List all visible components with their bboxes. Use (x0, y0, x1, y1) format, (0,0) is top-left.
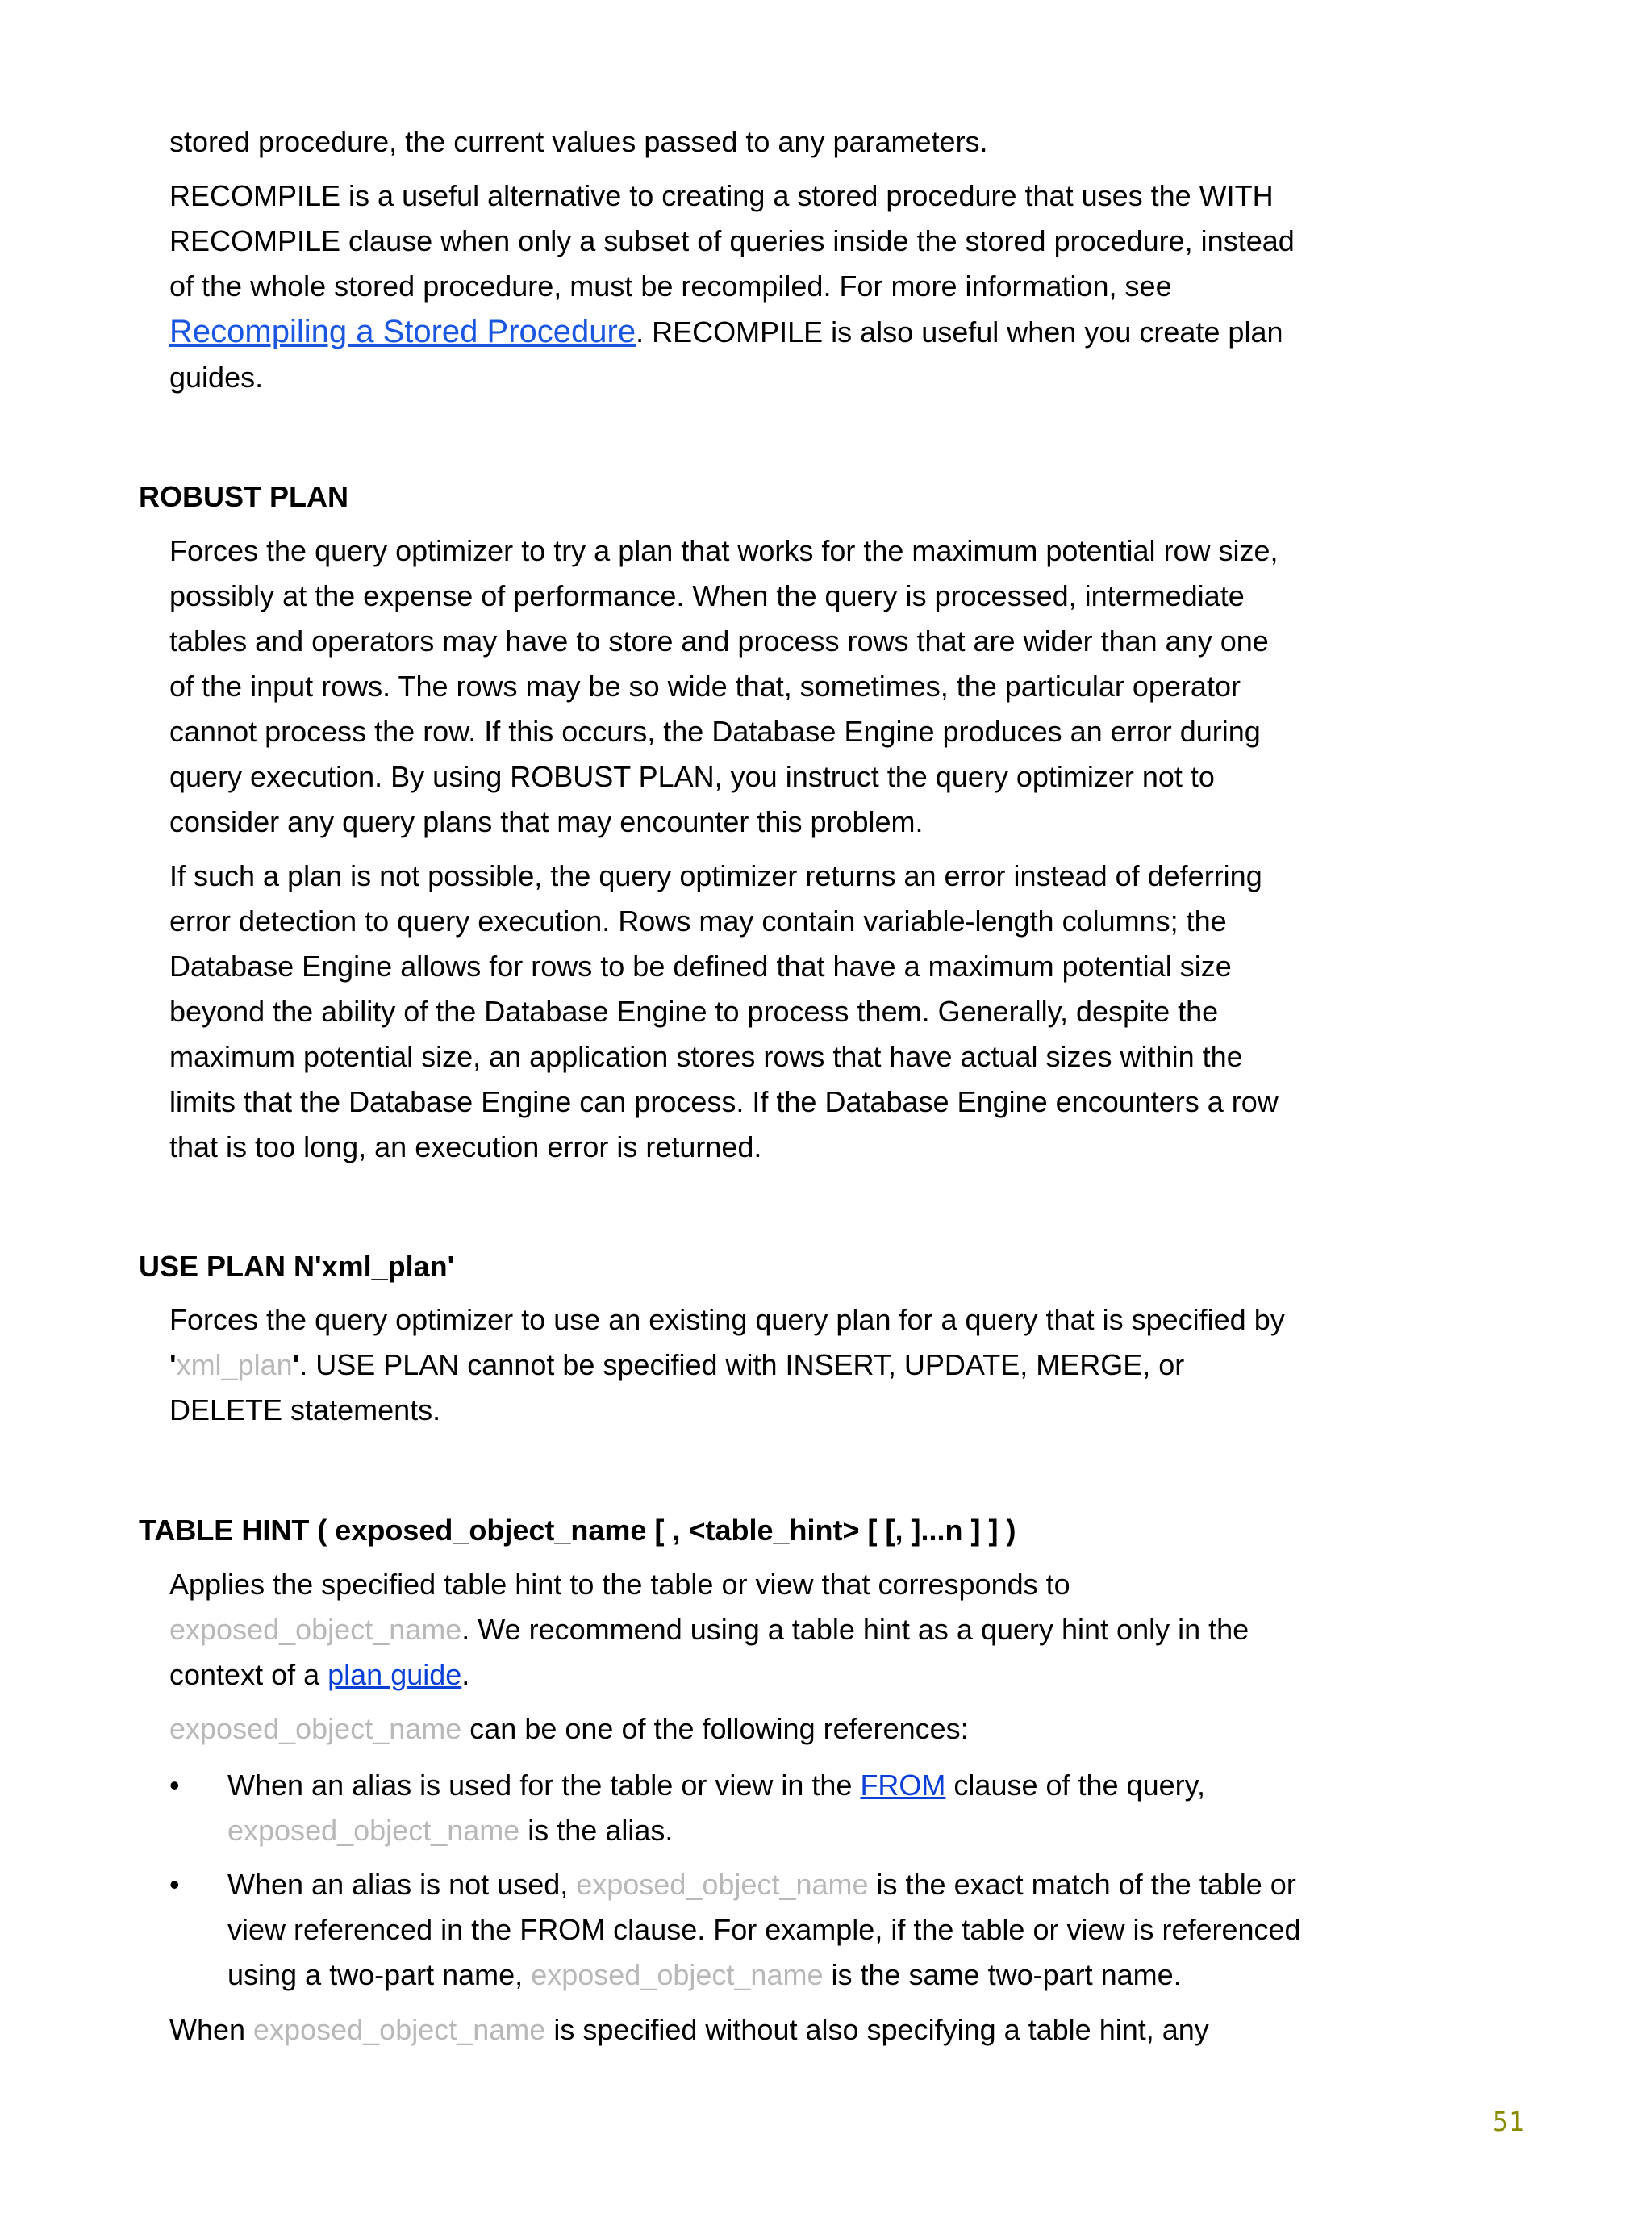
table-hint-text-end: . (461, 1658, 470, 1691)
table-hint-heading: TABLE HINT ( exposed_object_name [ , <table_hint> [ [, ]...n ] ] ) (139, 1514, 1016, 1547)
table-hint-text-mid: . We recommend using a table hint as a query hint only in the context of a (169, 1613, 1249, 1691)
robust-plan-paragraph-1 (169, 528, 1291, 845)
exposed-object-name-term: exposed_object_name (169, 1712, 462, 1745)
bullet-1-text: When an alias is used for the table or view in the (227, 1769, 861, 1802)
bullet-1-text-mid: clause of the query, (945, 1769, 1205, 1802)
table-hint-text: Applies the specified table hint to the table or view that corresponds to (169, 1568, 1070, 1601)
from-clause-link[interactable]: FROM (860, 1769, 946, 1802)
exposed-object-name-term: exposed_object_name (576, 1868, 869, 1901)
page-number: 51 (1492, 2106, 1525, 2137)
robust-plan-text-2: If such a plan is not possible, the query optimizer returns an error instead of deferring error detection to query execution. Rows may contain variable-length columns; the Database Engine allows for rows to be defined that have a maximum potential size beyond the ability of the Database Engine to process them. Generally, despite the maximum potential size, an application stores rows that have actual sizes within the limits that the Database Engine can process. If the Database Engine encounters a row that is too long, an execution error is returned. (169, 859, 1279, 1163)
bullet-2-text: When an alias is not used, (227, 1868, 577, 1901)
exposed-object-name-term: exposed_object_name (253, 2013, 546, 2046)
list-item-text (227, 1763, 1316, 1853)
bullet-2-text-end: is the same two-part name. (823, 1958, 1182, 1991)
robust-plan-heading: ROBUST PLAN (139, 480, 348, 513)
quote-open: ' (169, 1348, 177, 1381)
use-plan-text: Forces the query optimizer to use an existing query plan for a query that is specified by (169, 1303, 1285, 1336)
use-plan-text-end: . USE PLAN cannot be specified with INSERT, UPDATE, MERGE, or DELETE statements. (169, 1348, 1185, 1426)
robust-plan-text-1: Forces the query optimizer to try a plan that works for the maximum potential row size, possibly at the expense of performance. When the query is processed, intermediate tables and operators may have to store and process rows that are wider than any one of the input rows. The rows may be so wide that, sometimes, the particular operator cannot process the row. If this occurs, the Database Engine produces an error during query execution. By using ROBUST PLAN, you instruct the query optimizer not to consider any query plans that may encounter this problem. (169, 534, 1279, 838)
exposed-object-name-term: exposed_object_name (169, 1613, 462, 1646)
paragraph-3-text-end: is specified without also specifying a table hint, any (545, 2013, 1209, 2046)
use-plan-paragraph (169, 1297, 1299, 1433)
xml-plan-term: xml_plan (176, 1348, 293, 1381)
bullet-1-text-end: is the alias. (519, 1814, 674, 1847)
exposed-object-name-term: exposed_object_name (531, 1958, 824, 1991)
bullet-2-text-mid: is the exact match of the table or view referenced in the FROM clause. For example, if the table or view is referenced using a two-part name, (227, 1868, 1301, 1991)
table-hint-paragraph-1 (169, 1562, 1291, 1698)
robust-plan-paragraph-2 (169, 854, 1287, 1170)
table-hint-paragraph-3 (169, 2007, 1315, 2053)
exposed-object-name-term: exposed_object_name (227, 1814, 520, 1847)
bullet-icon: • (169, 1868, 180, 1901)
paragraph-3-text: When (169, 2013, 254, 2046)
references-intro-text: can be one of the following references: (461, 1712, 969, 1745)
list-item (169, 1763, 1331, 1853)
recompile-text-end: . RECOMPILE is also useful when you create plan guides. (169, 315, 1283, 394)
recompile-paragraph (169, 173, 1299, 400)
use-plan-heading: USE PLAN N'xml_plan' (139, 1250, 455, 1283)
list-item-text (227, 1862, 1316, 1998)
list-item (169, 1862, 1331, 1998)
recompiling-stored-procedure-link[interactable]: Recompiling a Stored Procedure (169, 314, 636, 349)
recompile-text: RECOMPILE is a useful alternative to creating a stored procedure that uses the WITH RECOMPILE clause when only a subset of queries inside the stored procedure, instead of the whole stored procedure, must be recompiled. For more information, see (169, 179, 1295, 303)
quote-close: ' (292, 1348, 300, 1381)
intro-line (169, 119, 1315, 165)
table-hint-paragraph-2 (169, 1706, 1315, 1752)
intro-text: stored procedure, the current values passed to any parameters. (169, 125, 988, 158)
bullet-icon: • (169, 1769, 180, 1802)
plan-guide-link[interactable]: plan guide (327, 1658, 462, 1691)
